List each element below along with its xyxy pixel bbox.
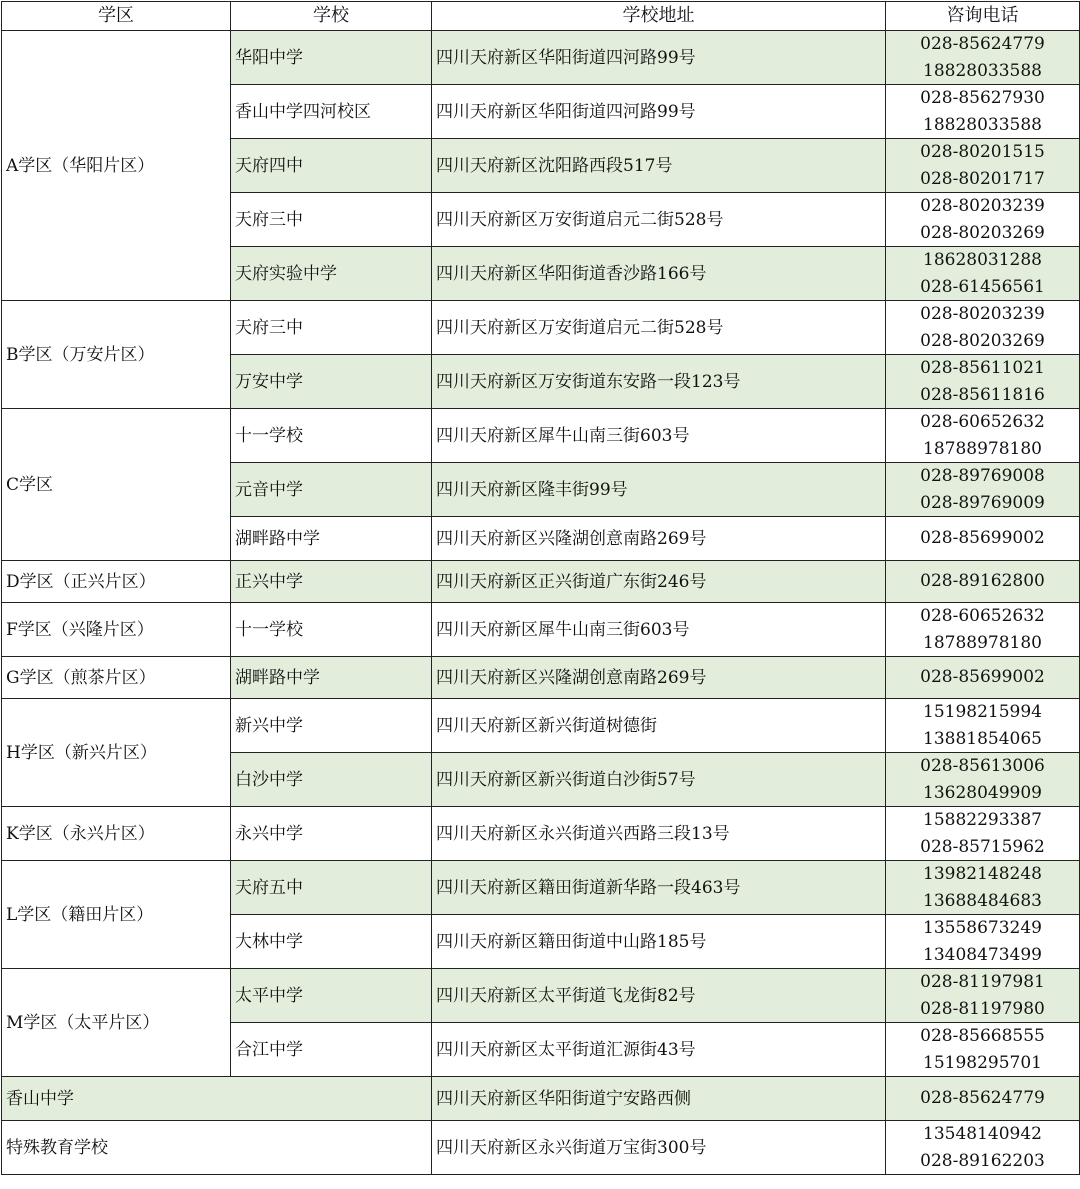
school-name: 天府实验中学 bbox=[231, 247, 432, 301]
school-name: 湖畔路中学 bbox=[231, 517, 432, 561]
school-address: 四川天府新区兴隆湖创意南路269号 bbox=[432, 517, 886, 561]
table-row bbox=[2, 657, 1080, 699]
school-district-table bbox=[1, 1, 1080, 1175]
school-phone: 028-89162800 bbox=[886, 561, 1080, 603]
school-address: 四川天府新区华阳街道香沙路166号 bbox=[432, 247, 886, 301]
school-address: 四川天府新区华阳街道宁安路西侧 bbox=[432, 1077, 886, 1121]
school-phone: 028-85627930 18828033588 bbox=[886, 85, 1080, 139]
school-address: 四川天府新区万安街道启元二街528号 bbox=[432, 193, 886, 247]
school-name: 永兴中学 bbox=[231, 807, 432, 861]
table-row bbox=[2, 31, 1080, 85]
school-phone: 15198215994 13881854065 bbox=[886, 699, 1080, 753]
school-address: 四川天府新区太平街道汇源街43号 bbox=[432, 1023, 886, 1077]
school-address: 四川天府新区新兴街道白沙街57号 bbox=[432, 753, 886, 807]
table-row bbox=[2, 409, 1080, 463]
district-d: D学区（正兴片区） bbox=[2, 561, 231, 603]
district-a: A学区（华阳片区） bbox=[2, 31, 231, 301]
school-address: 四川天府新区犀牛山南三街603号 bbox=[432, 603, 886, 657]
school-phone: 028-80203239 028-80203269 bbox=[886, 193, 1080, 247]
table-row bbox=[2, 807, 1080, 861]
school-address: 四川天府新区万安街道东安路一段123号 bbox=[432, 355, 886, 409]
school-address: 四川天府新区籍田街道中山路185号 bbox=[432, 915, 886, 969]
school-address: 四川天府新区永兴街道万宝街300号 bbox=[432, 1121, 886, 1175]
school-phone: 028-85668555 15198295701 bbox=[886, 1023, 1080, 1077]
school-phone: 13558673249 13408473499 bbox=[886, 915, 1080, 969]
school-address: 四川天府新区太平街道飞龙街82号 bbox=[432, 969, 886, 1023]
school-name: 特殊教育学校 bbox=[2, 1121, 432, 1175]
header-phone: 咨询电话 bbox=[886, 2, 1080, 31]
table-row bbox=[2, 699, 1080, 753]
school-name: 太平中学 bbox=[231, 969, 432, 1023]
school-phone: 028-80203239 028-80203269 bbox=[886, 301, 1080, 355]
school-phone: 028-81197981 028-81197980 bbox=[886, 969, 1080, 1023]
school-name: 香山中学 bbox=[2, 1077, 432, 1121]
district-b: B学区（万安片区） bbox=[2, 301, 231, 409]
school-address: 四川天府新区华阳街道四河路99号 bbox=[432, 85, 886, 139]
school-phone: 15882293387 028-85715962 bbox=[886, 807, 1080, 861]
school-address: 四川天府新区华阳街道四河路99号 bbox=[432, 31, 886, 85]
school-name: 天府五中 bbox=[231, 861, 432, 915]
school-address: 四川天府新区隆丰街99号 bbox=[432, 463, 886, 517]
table-row bbox=[2, 603, 1080, 657]
header-school: 学校 bbox=[231, 2, 432, 31]
school-name: 万安中学 bbox=[231, 355, 432, 409]
school-name: 十一学校 bbox=[231, 603, 432, 657]
school-address: 四川天府新区沈阳路西段517号 bbox=[432, 139, 886, 193]
district-m: M学区（太平片区） bbox=[2, 969, 231, 1077]
school-phone: 028-80201515 028-80201717 bbox=[886, 139, 1080, 193]
school-name: 元音中学 bbox=[231, 463, 432, 517]
school-address: 四川天府新区万安街道启元二街528号 bbox=[432, 301, 886, 355]
school-address: 四川天府新区籍田街道新华路一段463号 bbox=[432, 861, 886, 915]
district-f: F学区（兴隆片区） bbox=[2, 603, 231, 657]
school-name: 白沙中学 bbox=[231, 753, 432, 807]
school-name: 正兴中学 bbox=[231, 561, 432, 603]
school-name: 天府三中 bbox=[231, 301, 432, 355]
table-row bbox=[2, 861, 1080, 915]
school-phone: 18628031288 028-61456561 bbox=[886, 247, 1080, 301]
school-name: 湖畔路中学 bbox=[231, 657, 432, 699]
school-name: 香山中学四河校区 bbox=[231, 85, 432, 139]
school-phone: 028-85699002 bbox=[886, 517, 1080, 561]
header-district: 学区 bbox=[2, 2, 231, 31]
school-name: 天府三中 bbox=[231, 193, 432, 247]
school-name: 天府四中 bbox=[231, 139, 432, 193]
school-address: 四川天府新区正兴街道广东街246号 bbox=[432, 561, 886, 603]
header-address: 学校地址 bbox=[432, 2, 886, 31]
district-c: C学区 bbox=[2, 409, 231, 561]
district-h: H学区（新兴片区） bbox=[2, 699, 231, 807]
school-address: 四川天府新区永兴街道兴西路三段13号 bbox=[432, 807, 886, 861]
school-phone: 028-85611021 028-85611816 bbox=[886, 355, 1080, 409]
school-name: 华阳中学 bbox=[231, 31, 432, 85]
district-k: K学区（永兴片区） bbox=[2, 807, 231, 861]
table-row bbox=[2, 1077, 1080, 1121]
school-phone: 13548140942 028-89162203 bbox=[886, 1121, 1080, 1175]
table-row bbox=[2, 969, 1080, 1023]
school-phone: 13982148248 13688484683 bbox=[886, 861, 1080, 915]
school-phone: 028-85624779 bbox=[886, 1077, 1080, 1121]
school-address: 四川天府新区新兴街道树德街 bbox=[432, 699, 886, 753]
school-name: 大林中学 bbox=[231, 915, 432, 969]
district-g: G学区（煎茶片区） bbox=[2, 657, 231, 699]
district-l: L学区（籍田片区） bbox=[2, 861, 231, 969]
table-header-row bbox=[2, 2, 1080, 31]
school-name: 合江中学 bbox=[231, 1023, 432, 1077]
school-name: 十一学校 bbox=[231, 409, 432, 463]
school-phone: 028-89769008 028-89769009 bbox=[886, 463, 1080, 517]
school-name: 新兴中学 bbox=[231, 699, 432, 753]
school-phone: 028-85699002 bbox=[886, 657, 1080, 699]
school-address: 四川天府新区兴隆湖创意南路269号 bbox=[432, 657, 886, 699]
school-address: 四川天府新区犀牛山南三街603号 bbox=[432, 409, 886, 463]
table-row bbox=[2, 1121, 1080, 1175]
table-row bbox=[2, 561, 1080, 603]
school-phone: 028-60652632 18788978180 bbox=[886, 603, 1080, 657]
school-phone: 028-85624779 18828033588 bbox=[886, 31, 1080, 85]
school-phone: 028-60652632 18788978180 bbox=[886, 409, 1080, 463]
school-phone: 028-85613006 13628049909 bbox=[886, 753, 1080, 807]
table-row bbox=[2, 301, 1080, 355]
